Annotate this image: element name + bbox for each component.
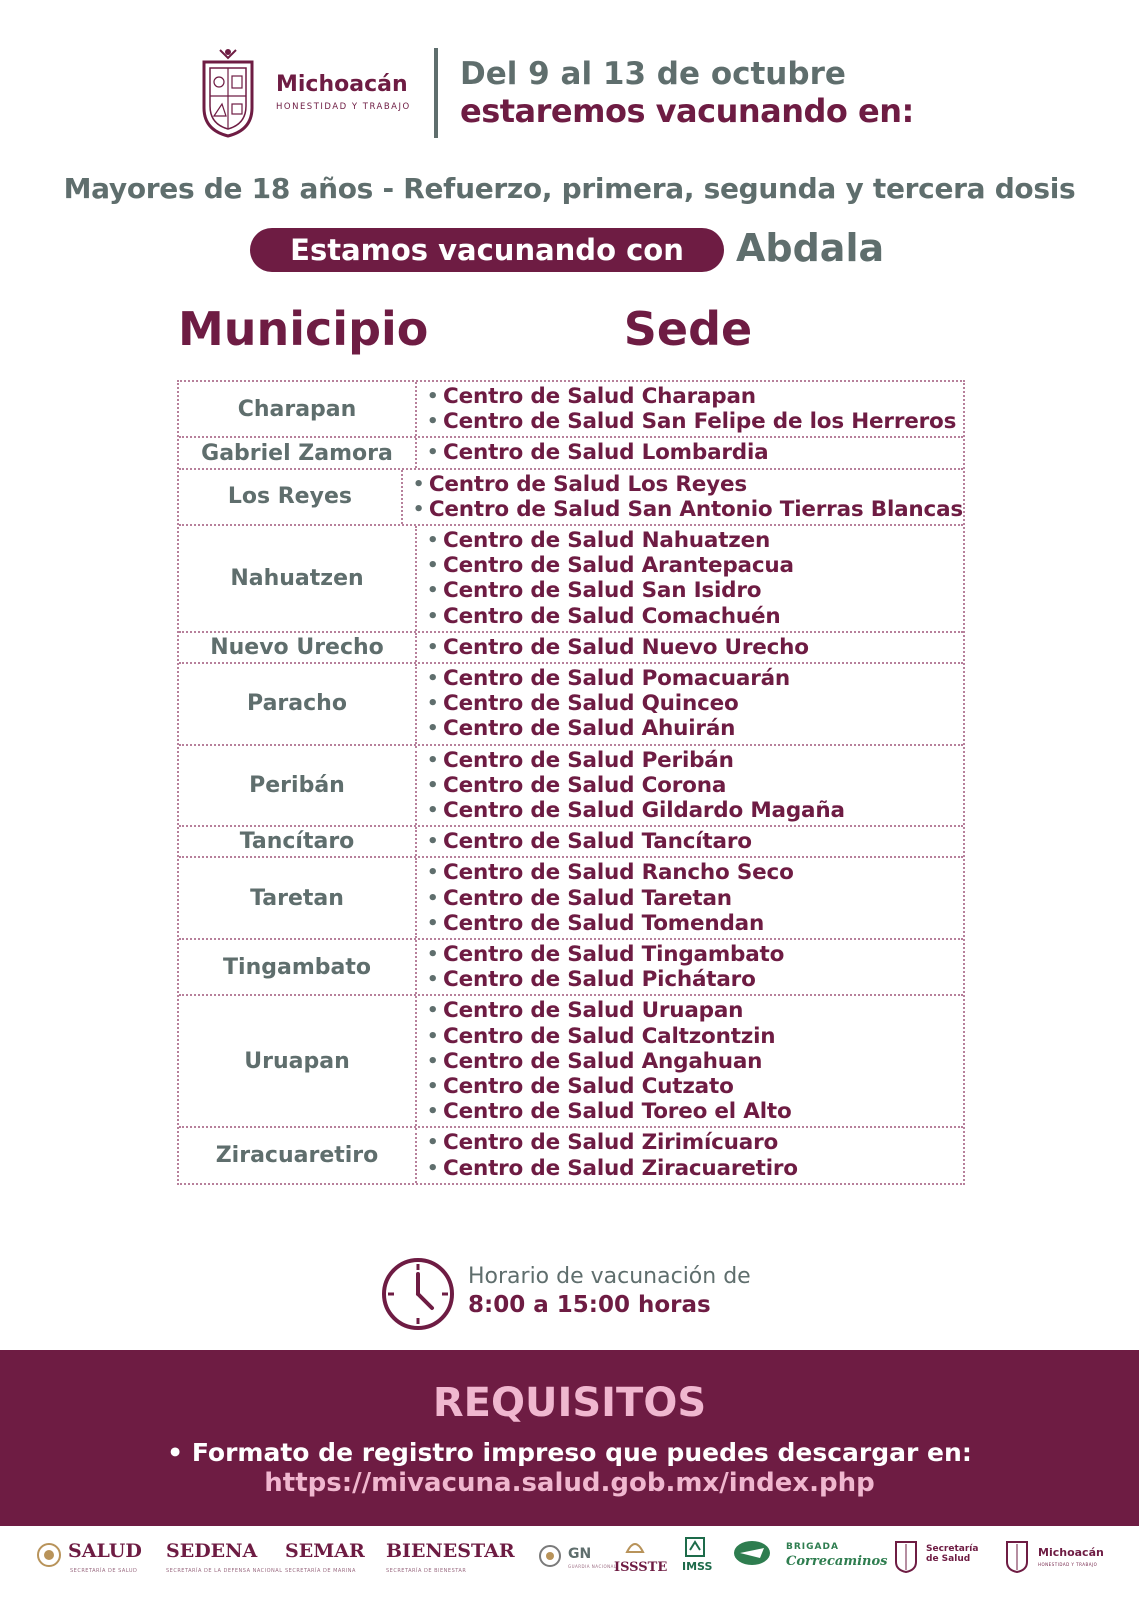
imss-eagle-icon	[684, 1536, 706, 1558]
bienestar-logo: BIENESTAR	[386, 1540, 515, 1562]
sede-item: • Centro de Salud Tingambato	[443, 942, 963, 967]
sede-item: • Centro de Salud San Antonio Tierras Blancas	[429, 497, 963, 522]
bienestar-logo-sub: SECRETARÍA DE BIENESTAR	[386, 1568, 467, 1574]
sede-item: • Centro de Salud San Felipe de los Herreros	[443, 409, 963, 434]
vaccine-pill: Estamos vacunando con	[250, 228, 724, 272]
sede-item: • Centro de Salud Cutzato	[443, 1074, 963, 1099]
municipio-cell: Peribán	[179, 746, 417, 826]
sede-item: • Centro de Salud Rancho Seco	[443, 860, 963, 885]
sede-item: • Centro de Salud Zirimícuaro	[443, 1130, 963, 1155]
table-row	[179, 1126, 963, 1182]
sede-item: • Centro de Salud Uruapan	[443, 998, 963, 1023]
sede-item: • Centro de Salud Comachuén	[443, 604, 963, 629]
table-row	[179, 382, 963, 436]
semar-logo-sub: SECRETARÍA DE MARINA	[285, 1568, 356, 1574]
municipio-cell: Tingambato	[179, 940, 417, 994]
sede-cell	[417, 526, 963, 631]
sede-item: • Centro de Salud Lombardia	[443, 440, 963, 465]
salud-logo-sub: SECRETARÍA DE SALUD	[70, 1568, 138, 1574]
sede-cell	[417, 664, 963, 744]
column-header-municipio: Municipio	[178, 302, 429, 356]
sede-cell	[417, 746, 963, 826]
sede-cell	[417, 858, 963, 938]
sede-item: • Centro de Salud Caltzontzin	[443, 1024, 963, 1049]
correcaminos-label: Correcaminos	[786, 1554, 888, 1569]
municipio-cell: Nuevo Urecho	[179, 633, 417, 662]
sede-cell	[403, 470, 963, 524]
sede-item: • Centro de Salud Tomendan	[443, 911, 963, 936]
header-divider	[434, 48, 438, 138]
sede-item: • Centro de Salud Taretan	[443, 886, 963, 911]
sede-item: • Centro de Salud Pichátaro	[443, 967, 963, 992]
sede-cell	[417, 996, 963, 1126]
sede-item: • Centro de Salud Los Reyes	[429, 472, 963, 497]
sede-item: • Centro de Salud Pomacuarán	[443, 666, 963, 691]
sede-cell	[417, 827, 963, 856]
sede-item: • Centro de Salud San Isidro	[443, 578, 963, 603]
municipio-cell: Los Reyes	[179, 470, 403, 524]
column-header-sede: Sede	[623, 302, 753, 356]
sede-item: • Centro de Salud Angahuan	[443, 1049, 963, 1074]
table-row	[179, 856, 963, 938]
vaccine-name: Abdala	[736, 226, 885, 270]
municipio-cell: Paracho	[179, 664, 417, 744]
vaccination-sites-table	[177, 380, 965, 1185]
issste-eagle-icon	[625, 1534, 645, 1556]
sede-cell	[417, 382, 963, 436]
date-line: Del 9 al 13 de octubre	[460, 56, 846, 92]
secretaria-salud-shield-icon	[893, 1536, 919, 1574]
gn-logo: GN	[568, 1546, 592, 1562]
sedena-logo: SEDENA	[166, 1540, 258, 1562]
sede-item: • Centro de Salud Toreo el Alto	[443, 1099, 963, 1124]
sedena-logo-sub: SECRETARÍA DE LA DEFENSA NACIONAL	[166, 1568, 283, 1574]
sede-item: • Centro de Salud Quinceo	[443, 691, 963, 716]
table-row	[179, 994, 963, 1126]
registration-url-link[interactable]: https://mivacuna.salud.gob.mx/index.php	[264, 1468, 875, 1498]
audience-line: Mayores de 18 años - Refuerzo, primera, segunda y tercera dosis	[63, 172, 1076, 205]
municipio-cell: Gabriel Zamora	[179, 438, 417, 467]
sede-cell	[417, 633, 963, 662]
gn-logo-sub: GUARDIA NACIONAL	[568, 1564, 617, 1569]
salud-seal-icon	[36, 1542, 62, 1568]
table-row	[179, 468, 963, 524]
table-row	[179, 744, 963, 826]
salud-logo: SALUD	[68, 1540, 142, 1562]
sede-cell	[417, 1128, 963, 1182]
municipio-cell: Uruapan	[179, 996, 417, 1126]
table-row	[179, 662, 963, 744]
hours-value: 8:00 a 15:00 horas	[468, 1292, 711, 1318]
sede-item: • Centro de Salud Ahuirán	[443, 716, 963, 741]
sede-item: • Centro de Salud Peribán	[443, 748, 963, 773]
sede-item: • Centro de Salud Corona	[443, 773, 963, 798]
sede-cell	[417, 940, 963, 994]
brigada-label: BRIGADA	[786, 1542, 839, 1552]
sede-item: • Centro de Salud Nahuatzen	[443, 528, 963, 553]
headline: estaremos vacunando en:	[460, 92, 914, 130]
sede-item: • Centro de Salud Ziracuaretiro	[443, 1156, 963, 1181]
municipio-cell: Tancítaro	[179, 827, 417, 856]
michoacan-footer-motto: HONESTIDAD Y TRABAJO	[1038, 1562, 1098, 1567]
sede-item: • Centro de Salud Gildardo Magaña	[443, 798, 963, 823]
requirements-title: REQUISITOS	[432, 1380, 707, 1426]
brand-name: Michoacán	[276, 72, 408, 97]
sede-item: • Centro de Salud Nuevo Urecho	[443, 635, 963, 660]
table-row	[179, 436, 963, 467]
sede-item: • Centro de Salud Arantepacua	[443, 553, 963, 578]
table-row	[179, 524, 963, 631]
imss-logo: IMSS	[682, 1560, 713, 1573]
municipio-cell: Taretan	[179, 858, 417, 938]
sede-cell	[417, 438, 963, 467]
brigada-correcaminos-icon	[730, 1538, 774, 1568]
clock-icon	[380, 1256, 456, 1332]
michoacan-footer-shield-icon	[1004, 1536, 1030, 1574]
sede-item: • Centro de Salud Tancítaro	[443, 829, 963, 854]
hours-label: Horario de vacunación de	[468, 1264, 751, 1289]
sede-item: • Centro de Salud Charapan	[443, 384, 963, 409]
guardia-nacional-seal-icon	[538, 1544, 562, 1568]
michoacan-footer-logo: Michoacán	[1038, 1546, 1104, 1559]
municipio-cell: Ziracuaretiro	[179, 1128, 417, 1182]
requirement-item: • Formato de registro impreso que puedes descargar en:	[167, 1438, 972, 1467]
michoacan-shield-icon	[198, 46, 258, 138]
municipio-cell: Charapan	[179, 382, 417, 436]
secretaria-salud-label: Secretaría de Salud	[926, 1544, 979, 1564]
table-row	[179, 825, 963, 856]
table-row	[179, 631, 963, 662]
table-row	[179, 938, 963, 994]
semar-logo: SEMAR	[285, 1540, 365, 1562]
issste-logo: ISSSTE	[614, 1560, 668, 1575]
municipio-cell: Nahuatzen	[179, 526, 417, 631]
brand-motto: HONESTIDAD Y TRABAJO	[276, 102, 411, 112]
